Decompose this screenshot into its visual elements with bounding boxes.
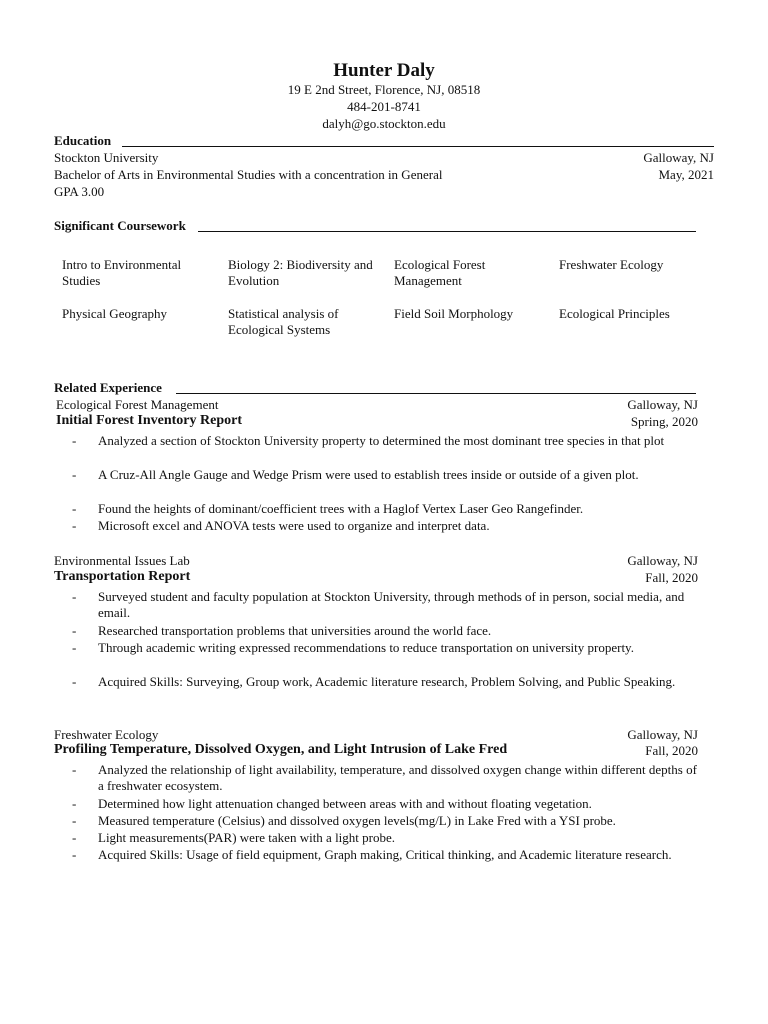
course-item: Field Soil Morphology <box>394 306 514 321</box>
bullet-text: Through academic writing expressed recommendations to reduce transportation on university property. <box>98 640 634 655</box>
gpa: GPA 3.00 <box>54 184 105 199</box>
entry-date: Spring, 2020 <box>630 414 698 429</box>
entry-title: Profiling Temperature, Dissolved Oxygen, and Light Intrusion of Lake Fred <box>54 742 508 757</box>
bullet-dash: - <box>72 623 77 638</box>
course-item: Physical Geography <box>62 306 168 321</box>
phone: 484-201-8741 <box>347 99 421 114</box>
entry-org: Ecological Forest Management <box>56 397 219 412</box>
bullet-text: Analyzed the relationship of light availability, temperature, and dissolved oxygen change within different depths of a freshwater ecosystem. <box>98 762 697 793</box>
bullet-text: Microsoft excel and ANOVA tests were used to organize and interpret data. <box>98 518 490 533</box>
applicant-name: Hunter Daly <box>333 60 435 81</box>
bullet-dash: - <box>72 518 77 533</box>
entry-title: Transportation Report <box>54 569 191 584</box>
bullet-text: Found the heights of dominant/coefficient trees with a Haglof Vertex Laser Geo Rangefinder. <box>98 501 584 516</box>
bullet-text: Acquired Skills: Usage of field equipment, Graph making, Critical thinking, and Academic literature research. <box>98 847 672 862</box>
email: dalyh@go.stockton.edu <box>322 116 446 131</box>
school-name: Stockton University <box>54 150 159 165</box>
course-item: Biology 2: Biodiversity and Evolution <box>228 257 373 288</box>
entry-title: Initial Forest Inventory Report <box>56 413 242 428</box>
bullet-text: Acquired Skills: Surveying, Group work, Academic literature research, Problem Solving, and Public Speaking. <box>98 674 676 689</box>
bullet-text: Analyzed a section of Stockton University property to determined the most dominant tree species in that plot <box>98 433 665 448</box>
entry-org: Environmental Issues Lab <box>54 553 190 568</box>
address: 19 E 2nd Street, Florence, NJ, 08518 <box>287 82 481 97</box>
school-location: Galloway, NJ <box>643 150 714 165</box>
bullet-dash: - <box>72 796 77 811</box>
entry-location: Galloway, NJ <box>627 727 698 742</box>
entry-org: Freshwater Ecology <box>54 727 159 742</box>
bullet-text: Measured temperature (Celsius) and dissolved oxygen levels(mg/L) in Lake Fred with a YSI probe. <box>98 813 616 828</box>
entry-location: Galloway, NJ <box>627 397 698 412</box>
degree: Bachelor of Arts in Environmental Studies with a concentration in General <box>54 167 443 182</box>
bullet-text: Determined how light attenuation changed between areas with and without floating vegetation. <box>98 796 592 811</box>
coursework-rule <box>198 231 696 232</box>
course-item: Freshwater Ecology <box>559 257 664 272</box>
bullet-dash: - <box>72 813 77 828</box>
course-item: Ecological Principles <box>559 306 670 321</box>
course-item: Ecological Forest Management <box>394 257 486 288</box>
entry-date: Fall, 2020 <box>645 743 698 758</box>
coursework-heading: Significant Coursework <box>54 218 186 233</box>
education-heading: Education <box>54 133 112 148</box>
entry-date: Fall, 2020 <box>645 570 698 585</box>
bullet-dash: - <box>72 589 77 604</box>
bullet-dash: - <box>72 762 77 777</box>
education-rule <box>122 146 714 147</box>
bullet-dash: - <box>72 674 77 689</box>
bullet-text: Researched transportation problems that universities around the world face. <box>98 623 492 638</box>
bullet-text: Light measurements(PAR) were taken with a light probe. <box>98 830 396 845</box>
degree-date: May, 2021 <box>658 167 714 182</box>
bullet-dash: - <box>72 830 77 845</box>
bullet-dash: - <box>72 433 77 448</box>
bullet-dash: - <box>72 640 77 655</box>
bullet-dash: - <box>72 467 77 482</box>
bullet-text: A Cruz-All Angle Gauge and Wedge Prism were used to establish trees inside or outside of a given plot. <box>98 467 639 482</box>
bullet-text: Surveyed student and faculty population at Stockton University, through methods of in person, social media, and email. <box>98 589 685 620</box>
bullet-dash: - <box>72 501 77 516</box>
course-item: Intro to Environmental Studies <box>62 257 182 288</box>
experience-rule <box>176 393 696 394</box>
experience-heading: Related Experience <box>54 380 162 395</box>
course-item: Statistical analysis of Ecological Systems <box>228 306 339 337</box>
bullet-dash: - <box>72 847 77 862</box>
entry-location: Galloway, NJ <box>627 553 698 568</box>
